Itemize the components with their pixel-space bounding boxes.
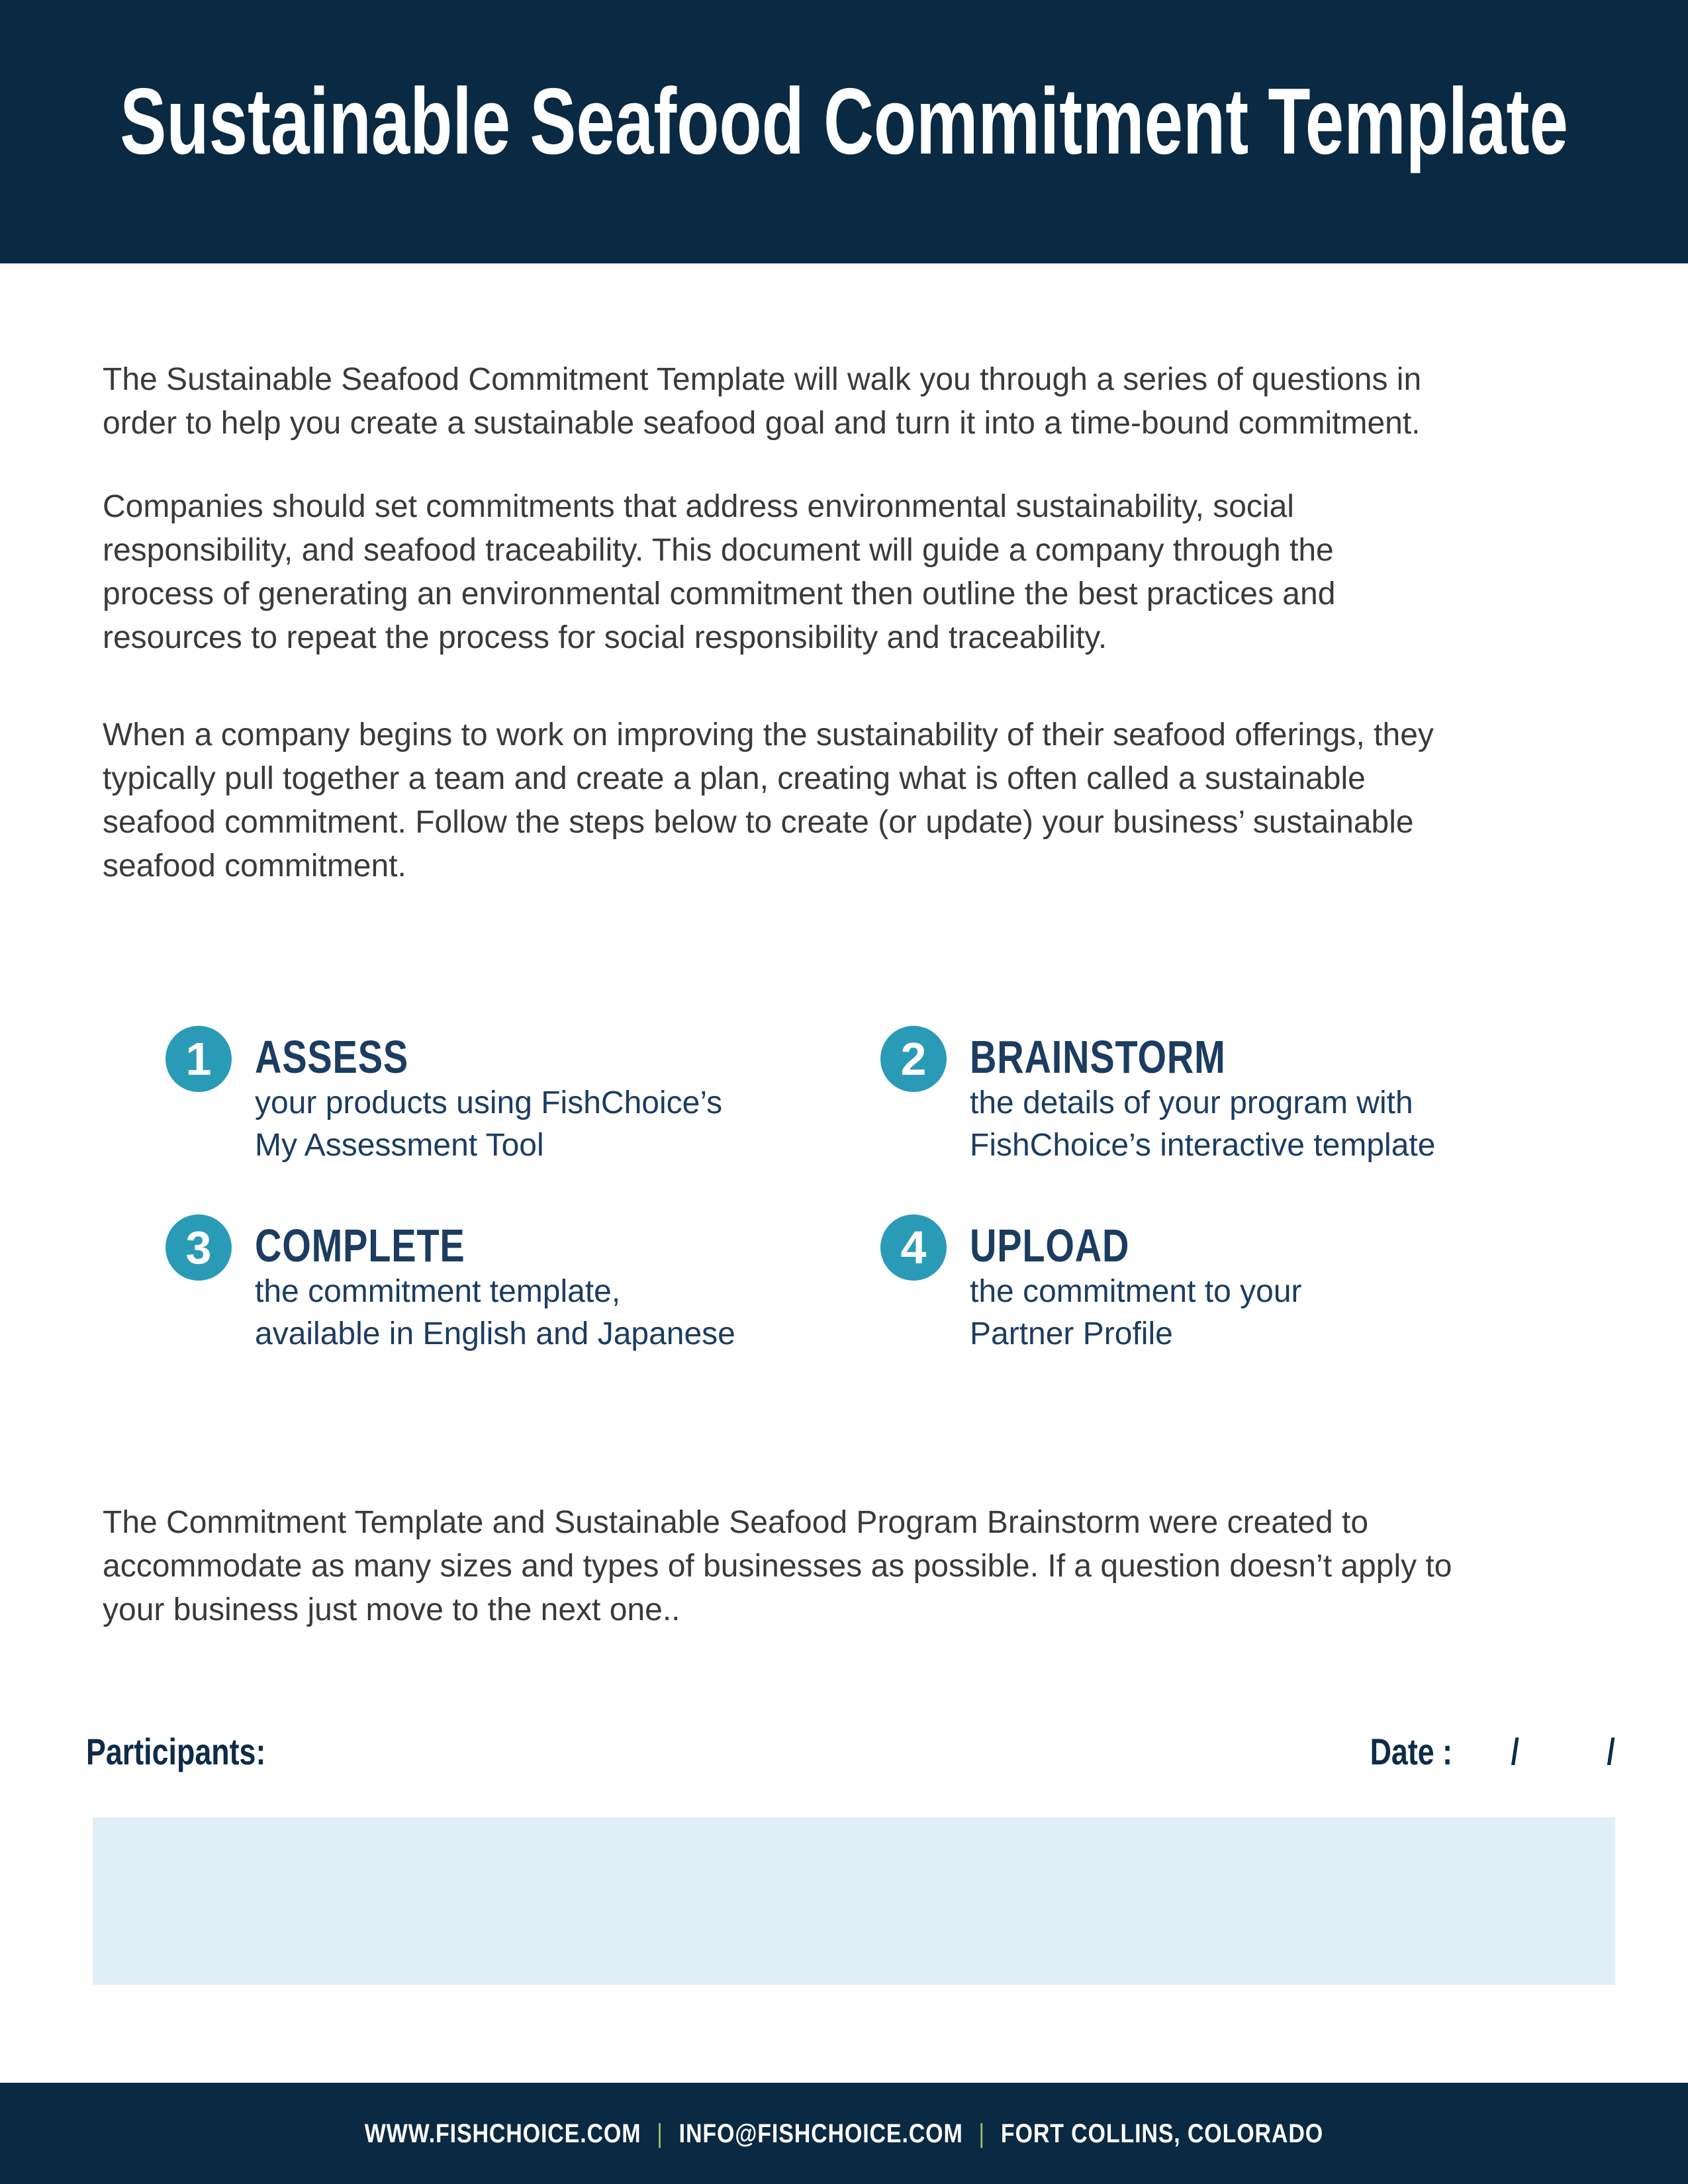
footer-contact-line [365,2120,1323,2147]
step-description [255,1082,722,1167]
step-item-complete [165,1214,841,1387]
paragraph-line: typically pull together a team and create a plan, creating what is often called a sustainable [103,761,1366,796]
paragraph-line: order to help you create a sustainable seafood goal and turn it into a time-bound commitment. [103,406,1421,441]
step-description-line: My Assessment Tool [255,1128,544,1163]
step-item-upload [880,1214,1556,1387]
intro-paragraph-2 [103,485,1335,660]
paragraph-line: seafood commitment. Follow the steps below to create (or update) your business’ sustainable [103,805,1414,840]
step-description-line: the commitment to your [970,1274,1302,1309]
step-description-line: your products using FishChoice’s [255,1085,723,1120]
page-header [0,0,1688,263]
step-title: BRAINSTORM [970,1031,1226,1083]
step-number-badge: 4 [880,1214,947,1281]
note-paragraph [103,1501,1452,1632]
step-description-line: Partner Profile [970,1316,1173,1351]
step-title: ASSESS [255,1031,408,1083]
footer-email-link[interactable]: INFO@FISHCHOICE.COM [679,2118,963,2148]
intro-paragraph-3 [103,713,1434,888]
step-description [970,1082,1435,1167]
step-title: COMPLETE [255,1220,465,1271]
footer-separator: | [657,2118,663,2148]
step-description-line: FishChoice’s interactive template [970,1128,1436,1163]
paragraph-line: When a company begins to work on improving the sustainability of their seafood offerings, they [103,717,1434,752]
paragraph-line: The Commitment Template and Sustainable Seafood Program Brainstorm were created to [103,1505,1369,1540]
paragraph-line: seafood commitment. [103,848,406,884]
step-description [255,1271,735,1355]
step-number-badge: 1 [165,1026,232,1092]
paragraph-line: accommodate as many sizes and types of businesses as possible. If a question doesn’t apply to [103,1549,1452,1584]
date-field [1370,1733,1615,1770]
step-description-line: the details of your program with [970,1085,1413,1120]
step-title: UPLOAD [970,1220,1130,1271]
intro-paragraph-1 [103,358,1421,445]
paragraph-line: Companies should set commitments that address environmental sustainability, social [103,489,1294,524]
step-description [970,1271,1302,1355]
paragraph-line: resources to repeat the process for social responsibility and traceability. [103,620,1107,655]
paragraph-line: process of generating an environmental commitment then outline the best practices and [103,576,1336,612]
step-number-badge: 2 [880,1026,947,1092]
step-item-brainstorm [880,1026,1556,1198]
date-separator-slash: / [1511,1731,1520,1772]
step-number-badge: 3 [165,1214,232,1281]
date-separator-slash: / [1607,1731,1615,1772]
participants-label: Participants: [86,1731,266,1772]
footer-location-text: FORT COLLINS, COLORADO [1001,2118,1324,2148]
paragraph-line: The Sustainable Seafood Commitment Template will walk you through a series of questions in [103,362,1422,397]
page-title: Sustainable Seafood Commitment Template [120,69,1568,174]
participants-input-area[interactable] [93,1817,1615,1985]
paragraph-line: your business just move to the next one.. [103,1592,680,1627]
step-description-line: available in English and Japanese [255,1316,735,1351]
footer-website-link[interactable]: WWW.FISHCHOICE.COM [364,2118,641,2148]
page-footer [0,2083,1688,2184]
step-description-line: the commitment template, [255,1274,621,1309]
date-label: Date : [1370,1731,1453,1772]
step-item-assess [165,1026,841,1198]
footer-separator: | [978,2118,986,2148]
paragraph-line: responsibility, and seafood traceability. This document will guide a company through the [103,533,1334,568]
